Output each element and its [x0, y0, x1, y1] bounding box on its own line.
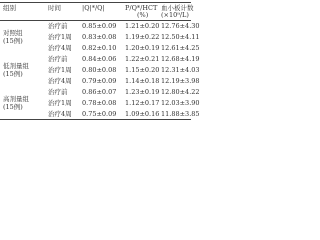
- row-col4: 1.14±0.18: [125, 77, 160, 85]
- group-count: (15例): [3, 37, 23, 45]
- row-col5: 11.88±3.85: [161, 110, 200, 118]
- row-time: 治疗前: [48, 55, 68, 63]
- row-time: 治疗4周: [48, 44, 72, 52]
- header-group: 组别: [3, 4, 16, 12]
- row-col3: 0.83±0.08: [82, 33, 117, 41]
- group-count: (15例): [3, 70, 23, 78]
- header-col3: |Q|*/Q|: [82, 4, 105, 12]
- row-col5: 12.68±4.19: [161, 55, 200, 63]
- row-col4: 1.12±0.17: [125, 99, 160, 107]
- row-time: 治疗前: [48, 22, 68, 30]
- header-time: 时间: [48, 4, 61, 12]
- header-col4: P/Q*/HCT: [125, 4, 158, 12]
- top-rule: [0, 2, 191, 3]
- row-col3: 0.79±0.09: [82, 77, 117, 85]
- row-col3: 0.85±0.09: [82, 22, 117, 30]
- row-col3: 0.86±0.07: [82, 88, 117, 96]
- row-col4: 1.21±0.20: [125, 22, 160, 30]
- header-col5-unit: (×10⁹/L): [161, 11, 189, 19]
- row-col3: 0.75±0.09: [82, 110, 117, 118]
- group-count: (15例): [3, 103, 23, 111]
- row-col4: 1.09±0.16: [125, 110, 160, 118]
- row-col4: 1.20±0.19: [125, 44, 160, 52]
- group-label: 高剂量组: [3, 95, 29, 103]
- row-time: 治疗1周: [48, 99, 72, 107]
- row-col3: 0.78±0.08: [82, 99, 117, 107]
- row-col4: 1.23±0.19: [125, 88, 160, 96]
- row-time: 治疗1周: [48, 66, 72, 74]
- bottom-rule: [0, 119, 191, 120]
- row-col5: 12.50±4.11: [161, 33, 200, 41]
- row-col3: 0.80±0.08: [82, 66, 117, 74]
- row-col3: 0.84±0.06: [82, 55, 117, 63]
- row-col5: 12.31±4.03: [161, 66, 200, 74]
- row-col5: 12.80±4.22: [161, 88, 200, 96]
- row-col5: 12.61±4.25: [161, 44, 200, 52]
- header-col4-unit: (%): [137, 11, 149, 19]
- row-col4: 1.19±0.22: [125, 33, 160, 41]
- row-time: 治疗4周: [48, 77, 72, 85]
- header-col5: 血小板计数: [161, 4, 194, 12]
- group-label: 低剂量组: [3, 62, 29, 70]
- data-table: [0, 0, 200, 121]
- header-rule: [0, 20, 191, 21]
- row-col4: 1.15±0.20: [125, 66, 160, 74]
- group-label: 对照组: [3, 29, 23, 37]
- row-time: 治疗前: [48, 88, 68, 96]
- row-col5: 12.19±3.98: [161, 77, 200, 85]
- row-col3: 0.82±0.10: [82, 44, 117, 52]
- row-col5: 12.76±4.30: [161, 22, 200, 30]
- row-time: 治疗4周: [48, 110, 72, 118]
- row-time: 治疗1周: [48, 33, 72, 41]
- row-col4: 1.22±0.21: [125, 55, 160, 63]
- row-col5: 12.03±3.90: [161, 99, 200, 107]
